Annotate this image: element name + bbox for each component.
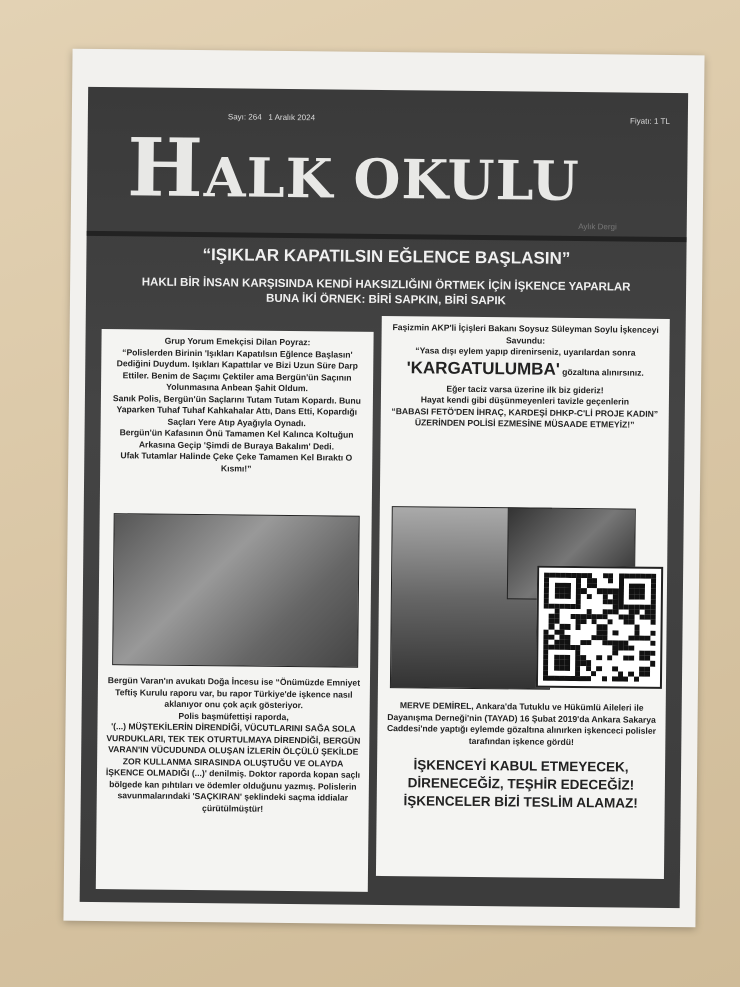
slogan-line: İŞKENCELER BİZİ TESLİM ALAMAZ!	[403, 793, 638, 811]
issue-info	[228, 112, 315, 123]
front-page	[80, 87, 689, 908]
photo-hair-injury	[112, 513, 360, 668]
paragraph: “Yasa dışı eylem yapıp direnirseniz, uyarılardan sonra	[415, 345, 636, 358]
right-top-text	[381, 316, 670, 432]
headline: “IŞIKLAR KAPATILSIN EĞLENCE BAŞLASIN”	[202, 245, 571, 268]
left-bottom-text	[97, 669, 370, 816]
paragraph: Faşizmin AKP'li İçişleri Bakanı Soysuz Süleyman Soylu İşkenceyi Savundu:	[392, 322, 659, 346]
paragraph: Sanık Polis, Bergün'ün Saçlarını Tutam Tutam Kopardı. Bunu Yaparken Tuhaf Tuhaf Kahkahalar Attı, Dans Etti, Kopardığı Saçları Yere Atıp Ayağıyla Oynadı.	[112, 392, 362, 428]
newspaper-page	[63, 49, 704, 928]
subheadline-line: HAKLI BİR İNSAN KARŞISINDA KENDİ HAKSIZLIĞINI ÖRTMEK İÇİN İŞKENCE YAPARLAR	[141, 276, 631, 294]
paragraph: Polis başmüfettişi raporda,	[178, 710, 289, 722]
paragraph: Bergün'ün Kafasının Önü Tamamen Kel Kalınca Koltuğun Arkasına Geçip 'Şimdi de Buraya Bakalım' Dedi.	[119, 427, 354, 451]
frequency: Aylık Dergi	[578, 222, 617, 232]
paragraph: “BABASI FETÖ'DEN İHRAÇ, KARDEŞİ DHKP-C'Lİ PROJE KADIN” ÜZERİNDEN POLİSİ EZMESİNE MÜSAADE ETMEYİZ!”	[391, 405, 659, 430]
subheadline-line: BUNA İKİ ÖRNEK: BİRİ SAPKIN, BİRİ SAPIK	[266, 292, 506, 308]
slogan-line: DİRENECEĞİZ, TEŞHİR EDECEĞİZ!	[407, 775, 635, 793]
left-top-text	[100, 329, 373, 476]
price: Fiyatı: 1 TL	[629, 116, 670, 126]
paragraph: '(...) MÜŞTEKİLERİN DİRENDİĞİ, VÜCUTLARINI SAĞA SOLA VURDUKLARI, TEK TEK OTURTULMAYA DİRENDİĞİ, BERGÜN VARAN'IN VÜCUDUNDA OLUŞAN İZLERİN ÖLÇÜLÜ ŞEKİLDE ZOR KULLANMA SIRASINDA OLUŞTUĞU VE OLAYDA İŞKENCE OLMADIĞI (...)' denilmiş. Doktor raporda kopan saçlı bölgede kan pıhtıları ve ödemler olduğunu yazmış. Polislerin savunmalarındaki 'SAÇKIRAN' şeklindeki saçma iddialar çürütülmüştür!	[105, 721, 361, 814]
masthead-logo	[126, 120, 581, 216]
logo-initial: H	[126, 120, 205, 216]
subheadline	[86, 275, 686, 311]
paragraph: Hayat kendi gibi düşünmeyenleri tavizle geçenlerin	[420, 394, 630, 407]
slogan	[383, 756, 660, 813]
issue-date: 1 Aralık 2024	[268, 112, 316, 123]
qr-module	[650, 677, 655, 682]
qr-code[interactable]	[536, 566, 663, 689]
left-column	[96, 329, 374, 892]
paragraph: “Polislerden Birinin 'Işıkları Kapatılsın Eğlence Başlasın' Dediğini Duydum. Işıkları Kapattılar ve Bizi Uzun Süre Darp Ettiler. Benim de Saçımı Çektiler ama Bergün'ün Saçının Yolunmasına Anbean Şahit Oldum.	[116, 346, 358, 394]
paragraph: Bergün Varan'ın avukatı Doğa İncesu ise “Önümüzde Emniyet Teftiş Kurulu raporu var, bu rapor Türkiye'de işkence nasıl aklanıyor onu çok açık gösteriyor.	[107, 675, 361, 711]
paragraph: Grup Yorum Emekçisi Dilan Poyraz:	[164, 335, 311, 348]
logo-text: ALK OKULU	[203, 145, 581, 214]
photo-caption: MERVE DEMİREL, Ankara'da Tutuklu ve Hükümlü Aileleri ile Dayanışma Derneği'nin (TAYAD) 16 Şubat 2019'da Ankara Sakarya Caddesi'nde yaptığı eylemde gözaltına alınırken işkenceci polisler tarafından işkence gördü!	[386, 700, 657, 747]
slogan-line: İŞKENCEYİ KABUL ETMEYECEK,	[413, 757, 629, 775]
paragraph: Eğer taciz varsa üzerine ilk biz gideriz!	[446, 383, 604, 395]
divider	[87, 231, 687, 242]
right-column	[376, 316, 670, 879]
issue-number: Sayı: 264	[227, 112, 262, 122]
paragraph: gözaltına alınırsınız.	[562, 366, 644, 378]
right-bottom-text	[377, 694, 666, 813]
paragraph: Ufak Tutamlar Halinde Çeke Çeke Tamamen Kel Bıraktı O Kısmı!”	[120, 450, 353, 474]
kargatulumba-text: 'KARGATULUMBA'	[406, 357, 560, 379]
